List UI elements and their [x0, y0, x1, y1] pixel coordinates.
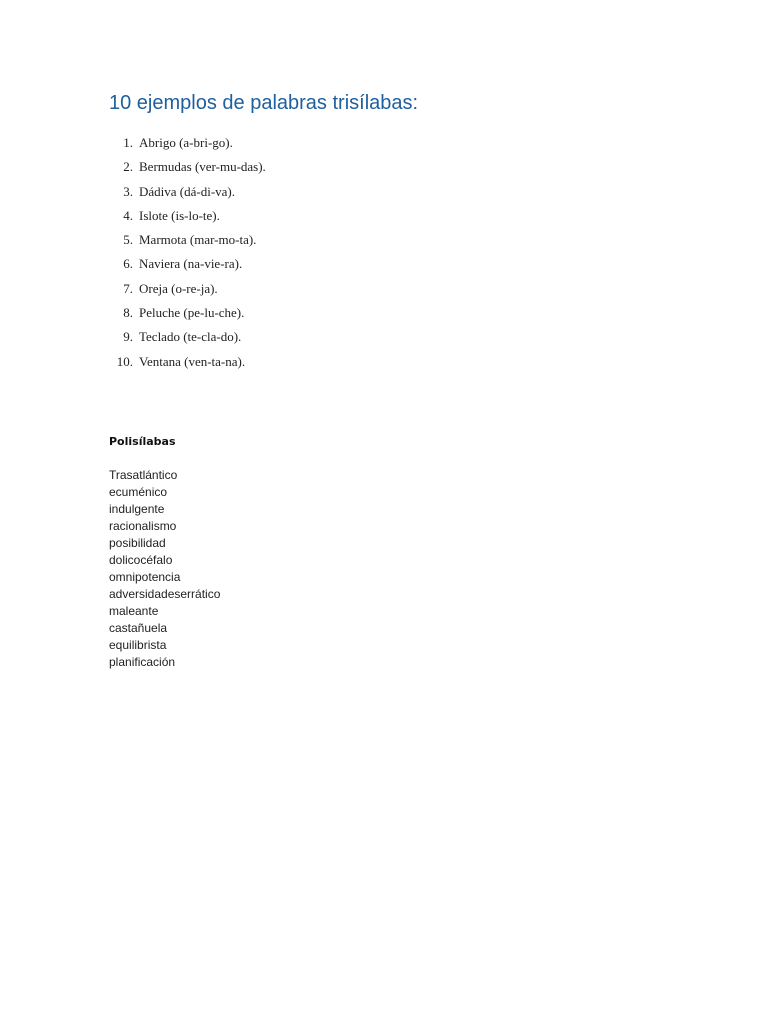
list-item-text: Teclado (te-cla-do).: [139, 329, 242, 345]
list-item-number: 3.: [123, 183, 133, 199]
word-item: ecuménico: [109, 485, 168, 499]
word-item: omnipotencia: [109, 570, 181, 584]
section-heading: Polisílabas: [109, 435, 176, 448]
word-item: racionalismo: [109, 519, 177, 533]
word-item: adversidadeserrático: [109, 587, 221, 601]
list-item-text: Marmota (mar-mo-ta).: [139, 232, 257, 248]
word-item: planificación: [109, 655, 176, 669]
list-item-number: 8.: [123, 305, 133, 321]
list-item-text: Dádiva (dá-di-va).: [139, 183, 236, 199]
word-item: castañuela: [109, 621, 168, 635]
list-item-number: 5.: [123, 232, 133, 248]
list-item-text: Abrigo (a-bri-go).: [139, 135, 233, 150]
page-title: 10 ejemplos de palabras trisílabas:: [109, 92, 419, 114]
word-item: equilibrista: [109, 638, 167, 652]
list-item-number: 10.: [116, 353, 133, 369]
list-item-number: 1.: [123, 135, 133, 150]
word-item: maleante: [109, 604, 159, 618]
list-item-number: 4.: [123, 207, 133, 223]
list-item-number: 2.: [123, 159, 133, 175]
word-item: dolicocéfalo: [109, 553, 173, 567]
list-item-text: Bermudas (ver-mu-das).: [139, 159, 266, 175]
word-item: posibilidad: [109, 536, 166, 550]
list-item-text: Islote (is-lo-te).: [139, 207, 220, 223]
list-item-number: 7.: [123, 280, 133, 296]
list-item-text: Peluche (pe-lu-che).: [139, 305, 245, 321]
list-item-text: Ventana (ven-ta-na).: [139, 353, 246, 369]
list-item-text: Naviera (na-vie-ra).: [139, 256, 243, 272]
polysyllabic-list: [109, 467, 220, 671]
list-item-text: Oreja (o-re-ja).: [139, 280, 218, 296]
list-item-number: 9.: [123, 329, 133, 345]
word-item: indulgente: [109, 502, 165, 516]
word-item: Trasatlántico: [109, 468, 178, 482]
list-item-number: 6.: [123, 256, 133, 272]
